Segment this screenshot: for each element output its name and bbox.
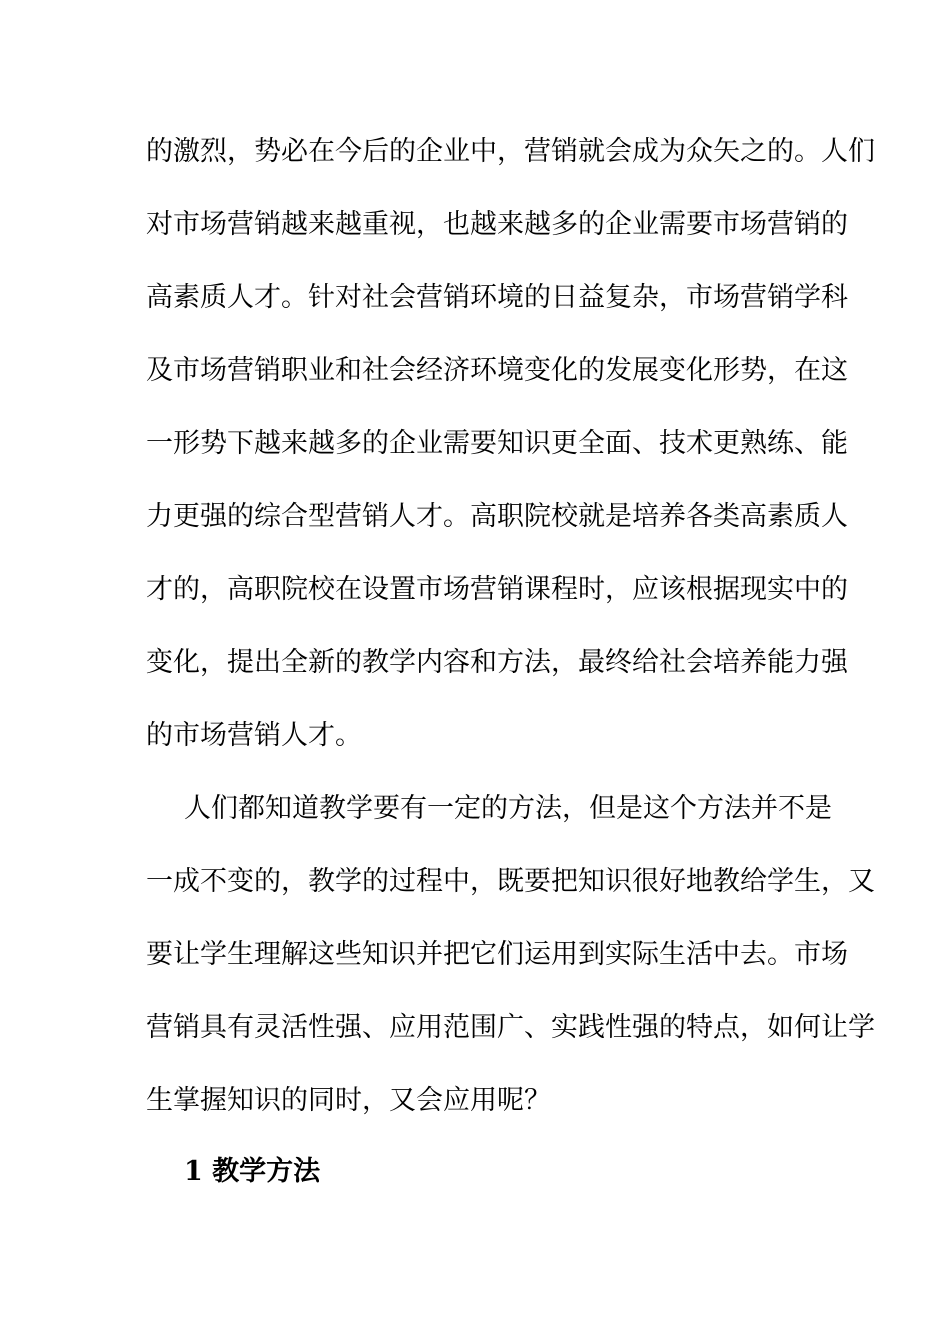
paragraph-1-line-6: 力更强的综合型营销人才。高职院校就是培养各类高素质人: [146, 501, 848, 532]
section-heading: 1 教学方法: [184, 1156, 321, 1187]
paragraph-1-line-3: 高素质人才。针对社会营销环境的日益复杂，市场营销学科: [146, 282, 848, 313]
paragraph-1-line-2: 对市场营销越来越重视，也越来越多的企业需要市场营销的: [146, 209, 848, 240]
paragraph-1-line-7: 才的，高职院校在设置市场营销课程时，应该根据现实中的: [146, 574, 848, 605]
paragraph-2-line-1: 人们都知道教学要有一定的方法，但是这个方法并不是: [184, 793, 832, 824]
paragraph-2-line-3: 要让学生理解这些知识并把它们运用到实际生活中去。市场: [146, 939, 848, 970]
paragraph-1-line-8: 变化，提出全新的教学内容和方法，最终给社会培养能力强: [146, 647, 848, 678]
paragraph-1-line-1: 的激烈，势必在今后的企业中，营销就会成为众矢之的。人们: [146, 136, 875, 167]
paragraph-1-line-4: 及市场营销职业和社会经济环境变化的发展变化形势，在这: [146, 355, 848, 386]
paragraph-1-line-9: 的市场营销人才。: [146, 720, 362, 751]
paragraph-2-line-2: 一成不变的，教学的过程中，既要把知识很好地教给学生，又: [146, 866, 875, 897]
paragraph-2-line-4: 营销具有灵活性强、应用范围广、实践性强的特点，如何让学: [146, 1012, 875, 1043]
paragraph-2-line-5: 生掌握知识的同时，又会应用呢？: [146, 1085, 551, 1116]
paragraph-1-line-5: 一形势下越来越多的企业需要知识更全面、技术更熟练、能: [146, 428, 848, 459]
